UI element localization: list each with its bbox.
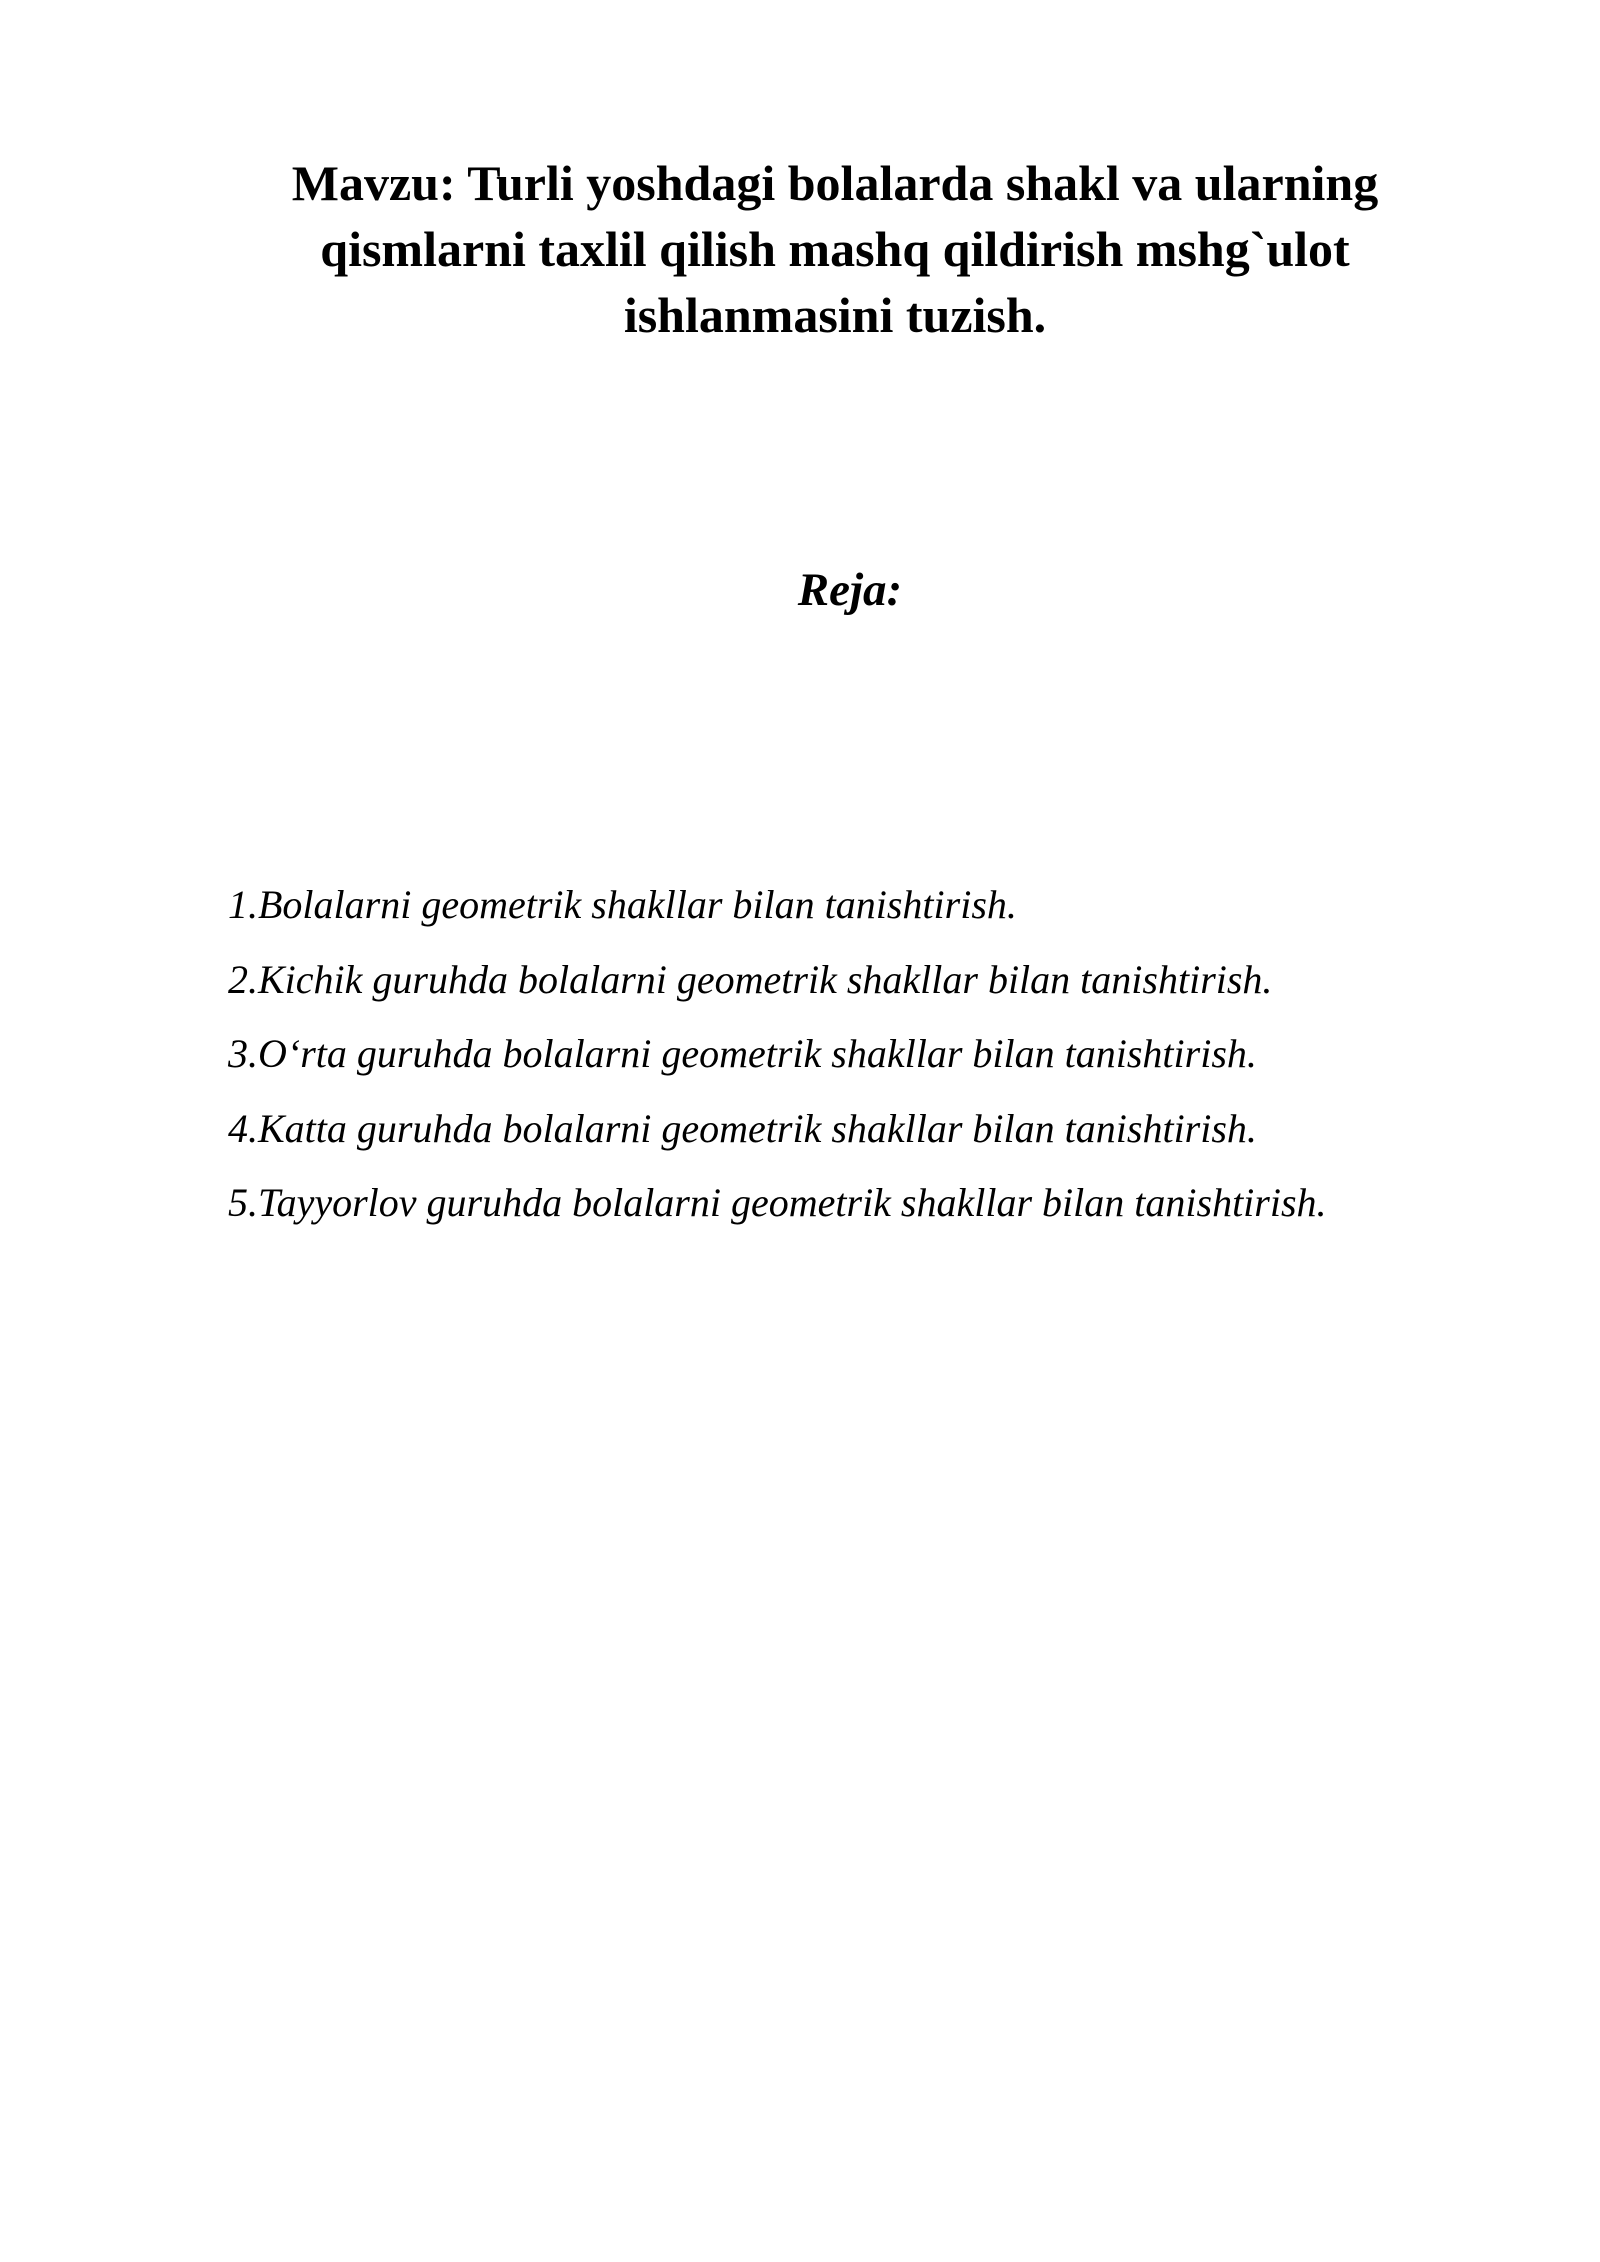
plan-item-5: 5.Tayyorlov guruhda bolalarni geometrik shakllar bilan tanishtirish.: [228, 1180, 1327, 1225]
plan-item-2: 2.Kichik guruhda bolalarni geometrik shakllar bilan tanishtirish.: [228, 956, 1273, 1002]
plan-item-4: 4.Katta guruhda bolalarni geometrik shakllar bilan tanishtirish.: [228, 1105, 1257, 1151]
plan-item-3: 3.O‘rta guruhda bolalarni geometrik shakllar bilan tanishtirish.: [228, 1031, 1257, 1076]
plan-heading: Reja:: [797, 564, 903, 616]
plan-list: [228, 868, 1327, 1241]
document-title: Mavzu: Turli yoshdagi bolalarda shakl va ularning qismlarni taxlil qilish mashq qildirish mshg`ulot ishlanmasini tuzish.: [291, 155, 1379, 343]
plan-item-1: 1.Bolalarni geometrik shakllar bilan tanishtirish.: [228, 882, 1017, 927]
